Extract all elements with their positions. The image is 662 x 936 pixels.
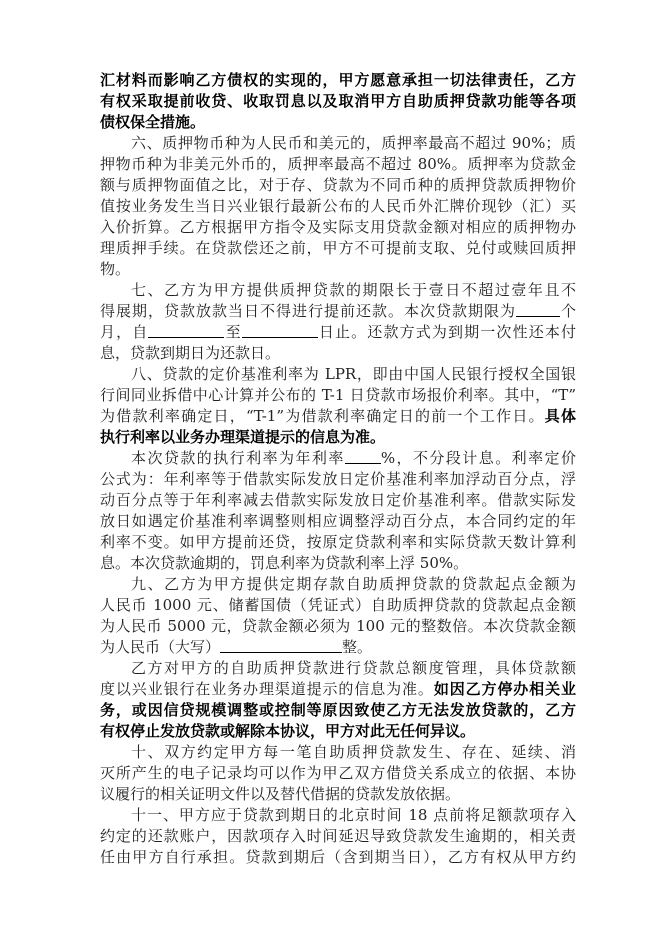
- fill-in-blank[interactable]: [148, 322, 224, 338]
- fill-in-blank[interactable]: [516, 301, 560, 317]
- bold-text: 债权保全措施。: [100, 113, 206, 131]
- text-line: [100, 742, 576, 763]
- text-segment: 议履行的相关证明文件以及替代借据的贷款发放依据。: [100, 785, 461, 803]
- text-segment: 本次贷款的执行利率为年利率: [131, 449, 345, 467]
- text-segment: 值按业务发生当日兴业银行最新公布的人民币外汇牌价现钞（汇）买: [100, 197, 576, 215]
- text-segment: %，不分段计息。利率定价: [380, 449, 576, 467]
- text-line: [100, 175, 576, 196]
- text-line: [100, 784, 576, 805]
- text-segment: 息，贷款到期日为还款日。: [100, 344, 281, 362]
- text-line: [100, 385, 576, 406]
- text-line: [100, 238, 576, 259]
- text-line: [100, 847, 576, 868]
- text-segment: 理质押手续。在贷款偿还之前，甲方不可提前支取、兑付或赎回质押: [100, 239, 576, 257]
- text-line: [100, 805, 576, 826]
- text-line: [100, 133, 576, 154]
- text-segment: 为人民币 5000 元，贷款金额必须为 100 元的整数倍。本次贷款金额: [100, 617, 576, 635]
- fill-in-blank[interactable]: [220, 637, 342, 653]
- text-line: [100, 322, 576, 343]
- text-line: [100, 259, 576, 280]
- text-segment: 整。: [342, 638, 373, 656]
- text-line: [100, 406, 576, 427]
- text-line: [100, 280, 576, 301]
- text-line: [100, 448, 576, 469]
- text-segment: 乙方对甲方的自助质押贷款进行贷款总额度管理，具体贷款额: [131, 659, 576, 677]
- text-line: [100, 574, 576, 595]
- text-segment: 公式为：年利率等于借款实际发放日定价基准利率加浮动百分点，浮: [100, 470, 576, 488]
- bold-text: 务，或因信贷规模调整或控制等原因致使乙方无法发放贷款的，乙方: [100, 701, 576, 719]
- contract-page-body: [100, 70, 576, 868]
- bold-text: 汇材料而影响乙方债权的实现的，甲方愿意承担一切法律责任，乙方: [100, 71, 576, 89]
- text-segment: 至: [224, 323, 242, 341]
- text-segment: 放日如遇定价基准利率调整则相应调整浮动百分点，本合同约定的年: [100, 512, 576, 530]
- text-line: [100, 196, 576, 217]
- text-segment: 灭所产生的电子记录均可以作为甲乙双方借贷关系成立的依据、本协: [100, 764, 576, 782]
- bold-text: 有权采取提前收贷、收取罚息以及取消甲方自助质押贷款功能等各项: [100, 92, 576, 110]
- text-line: [100, 595, 576, 616]
- text-line: [100, 511, 576, 532]
- text-line: [100, 700, 576, 721]
- bold-text: 如因乙方停办相关业: [433, 680, 576, 698]
- text-segment: 行间同业拆借中心计算并公布的 T-1 日贷款市场报价利率。其中，“T”: [100, 386, 576, 404]
- text-line: [100, 91, 576, 112]
- text-line: [100, 826, 576, 847]
- text-segment: 息。本次贷款逾期的，罚息利率为贷款利率上浮 50%。: [100, 554, 469, 572]
- text-line: [100, 217, 576, 238]
- text-segment: 押物币种为非美元外币的，质押率最高不超过 80%。质押率为贷款金: [100, 155, 576, 173]
- text-line: [100, 469, 576, 490]
- text-segment: 日止。还款方式为到期一次性还本付: [317, 323, 576, 341]
- text-segment: 得展期，贷款放款当日不得进行提前还款。本次贷款期限为: [100, 302, 516, 320]
- text-segment: 动百分点等于年利率减去借款实际发放日定价基准利率。借款实际发: [100, 491, 576, 509]
- text-segment: 为借款利率确定日，“T-1”为借款利率确定日的前一个工作日。: [100, 407, 545, 425]
- text-line: [100, 70, 576, 91]
- fill-in-blank[interactable]: [242, 322, 318, 338]
- text-segment: 度以兴业银行在业务办理渠道提示的信息为准。: [100, 680, 434, 698]
- text-segment: 六、质押物币种为人民币和美元的，质押率最高不超过 90%；质: [131, 134, 576, 152]
- text-line: [100, 658, 576, 679]
- text-line: [100, 532, 576, 553]
- text-segment: 十一、甲方应于贷款到期日的北京时间 18 点前将足额款项存入: [131, 806, 576, 824]
- text-line: [100, 364, 576, 385]
- bold-text: 具体: [544, 407, 576, 425]
- text-segment: 七、乙方为甲方提供质押贷款的期限长于壹日不超过壹年且不: [131, 281, 576, 299]
- text-segment: 九、乙方为甲方提供定期存款自助质押贷款的贷款起点金额为: [131, 575, 576, 593]
- text-segment: 人民币 1000 元、储蓄国债（凭证式）自助质押贷款的贷款起点金额: [100, 596, 576, 614]
- text-line: [100, 616, 576, 637]
- text-line: [100, 427, 576, 448]
- text-segment: 入价折算。乙方根据甲方指令及实际支用贷款金额对相应的质押物办: [100, 218, 576, 236]
- text-segment: 为人民币（大写）: [100, 638, 221, 656]
- text-line: [100, 553, 576, 574]
- text-segment: 物。: [100, 260, 131, 278]
- text-segment: 月，自: [100, 323, 149, 341]
- text-line: [100, 679, 576, 700]
- text-segment: 十、双方约定甲方每一笔自助质押贷款发生、存在、延续、消: [131, 743, 576, 761]
- text-segment: 任由甲方自行承担。贷款到期后（含到期当日），乙方有权从甲方约: [100, 848, 576, 866]
- text-segment: 约定的还款账户，因款项存入时间延迟导致贷款发生逾期的，相关责: [100, 827, 576, 845]
- text-line: [100, 721, 576, 742]
- text-line: [100, 343, 576, 364]
- text-line: [100, 154, 576, 175]
- text-line: [100, 301, 576, 322]
- text-line: [100, 763, 576, 784]
- bold-text: 执行利率以业务办理渠道提示的信息为准。: [100, 428, 386, 446]
- text-segment: 额与质押物面值之比，对于存、贷款为不同币种的质押贷款质押物价: [100, 176, 576, 194]
- text-line: [100, 112, 576, 133]
- text-line: [100, 637, 576, 658]
- text-line: [100, 490, 576, 511]
- text-segment: 八、贷款的定价基准利率为 LPR，即由中国人民银行授权全国银: [131, 365, 576, 383]
- text-segment: 个: [559, 302, 576, 320]
- bold-text: 有权停止发放贷款或解除本协议，甲方对此无任何异议。: [100, 722, 476, 740]
- text-segment: 利率不变。如甲方提前还贷，按原定贷款利率和实际贷款天数计算利: [100, 533, 576, 551]
- fill-in-blank[interactable]: [345, 448, 381, 464]
